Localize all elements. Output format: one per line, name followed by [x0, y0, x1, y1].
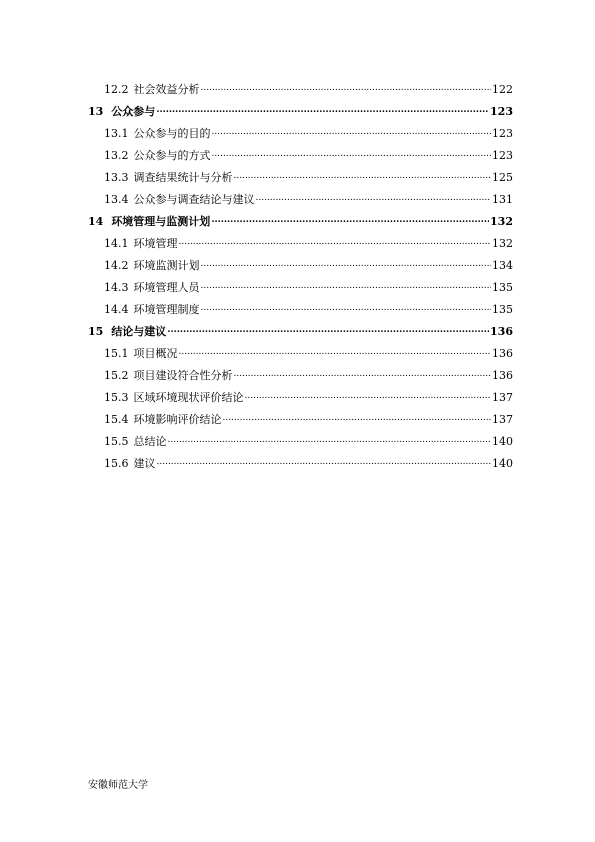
toc-entry-13-1[interactable] — [88, 118, 513, 140]
toc-entry-page: 137 — [492, 391, 513, 404]
toc-leader-dots — [256, 192, 492, 205]
toc-entry-page: 134 — [492, 259, 513, 272]
toc-leader-dots — [201, 82, 492, 95]
toc-entry-number: 14.2 — [104, 259, 129, 272]
toc-leader-dots — [168, 434, 492, 447]
toc-entry-title — [104, 193, 255, 206]
toc-entry-number: 13.4 — [104, 193, 129, 206]
toc-entry-label: 环境影响评价结论 — [133, 413, 222, 426]
toc-entry-page: 140 — [492, 457, 513, 470]
toc-entry-number: 13.2 — [104, 149, 129, 162]
toc-entry-label: 环境监测计划 — [133, 259, 200, 272]
toc-entry-number: 13 — [88, 105, 104, 118]
toc-entry-15-3[interactable] — [88, 382, 513, 404]
toc-entry-label: 公众参与的方式 — [133, 149, 211, 162]
toc-leader-dots — [212, 148, 492, 161]
toc-entry-label: 环境管理人员 — [133, 281, 200, 294]
toc-leader-dots — [245, 390, 492, 403]
toc-entry-15-4[interactable] — [88, 404, 513, 426]
toc-entry-title — [104, 171, 233, 184]
toc-entry-page: 136 — [492, 347, 513, 360]
toc-entry-page: 125 — [492, 171, 513, 184]
toc-entry-title — [104, 413, 222, 426]
toc-entry-page: 123 — [492, 127, 513, 140]
toc-leader-dots — [179, 236, 492, 249]
toc-entry-page: 132 — [490, 215, 513, 228]
toc-entry-14-4[interactable] — [88, 294, 513, 316]
toc-leader-dots — [201, 258, 492, 271]
toc-entry-15-2[interactable] — [88, 360, 513, 382]
toc-entry-title — [104, 369, 233, 382]
toc-entry-label: 环境管理制度 — [133, 303, 200, 316]
toc-entry-label: 建议 — [133, 457, 156, 470]
toc-entry-label: 项目建设符合性分析 — [133, 369, 233, 382]
toc-entry-12-2[interactable] — [88, 74, 513, 96]
toc-entry-15-1[interactable] — [88, 338, 513, 360]
toc-leader-dots — [223, 412, 492, 425]
toc-leader-dots — [167, 324, 489, 337]
toc-entry-page: 122 — [492, 83, 513, 96]
toc-leader-dots — [201, 302, 492, 315]
toc-entry-label: 结论与建议 — [111, 325, 167, 338]
toc-entry-number: 13.1 — [104, 127, 129, 140]
toc-entry-title — [104, 149, 211, 162]
toc-entry-label: 区域环境现状评价结论 — [133, 391, 244, 404]
toc-entry-title — [88, 325, 166, 338]
toc-entry-13-3[interactable] — [88, 162, 513, 184]
toc-entry-number: 15.3 — [104, 391, 129, 404]
toc-entry-14-1[interactable] — [88, 228, 513, 250]
toc-chapter-13[interactable] — [88, 96, 513, 118]
toc-entry-label: 公众参与的目的 — [133, 127, 211, 140]
toc-entry-13-2[interactable] — [88, 140, 513, 162]
page-footer: 安徽师范大学 — [88, 780, 148, 791]
toc-leader-dots — [157, 456, 492, 469]
toc-entry-title — [104, 83, 200, 96]
toc-entry-14-3[interactable] — [88, 272, 513, 294]
toc-chapter-15[interactable] — [88, 316, 513, 338]
toc-leader-dots — [156, 104, 489, 117]
toc-entry-page: 123 — [490, 105, 513, 118]
toc-entry-title — [104, 281, 200, 294]
toc-entry-title — [104, 391, 244, 404]
toc-entry-15-6[interactable] — [88, 448, 513, 470]
toc-entry-number: 15.2 — [104, 369, 129, 382]
toc-entry-number: 15.6 — [104, 457, 129, 470]
toc-entry-number: 15.4 — [104, 413, 129, 426]
toc-entry-page: 137 — [492, 413, 513, 426]
toc-entry-label: 总结论 — [133, 435, 167, 448]
toc-entry-number: 13.3 — [104, 171, 129, 184]
toc-leader-dots — [179, 346, 492, 359]
toc-entry-title — [88, 105, 155, 118]
toc-entry-title — [104, 259, 200, 272]
toc-entry-13-4[interactable] — [88, 184, 513, 206]
toc-entry-number: 12.2 — [104, 83, 129, 96]
toc-entry-page: 136 — [492, 369, 513, 382]
toc-entry-label: 环境管理与监测计划 — [111, 215, 211, 228]
toc-entry-page: 136 — [490, 325, 513, 338]
toc-entry-number: 15 — [88, 325, 104, 338]
toc-entry-title — [88, 215, 210, 228]
toc-entry-page: 123 — [492, 149, 513, 162]
toc-entry-title — [104, 347, 178, 360]
toc-entry-page: 132 — [492, 237, 513, 250]
toc-entry-number: 14.4 — [104, 303, 129, 316]
toc-entry-page: 135 — [492, 281, 513, 294]
toc-entry-title — [104, 237, 178, 250]
toc-leader-dots — [201, 280, 492, 293]
toc-leader-dots — [211, 214, 489, 227]
toc-entry-page: 135 — [492, 303, 513, 316]
toc-entry-title — [104, 303, 200, 316]
toc-entry-label: 社会效益分析 — [133, 83, 200, 96]
toc-entry-label: 调查结果统计与分析 — [133, 171, 233, 184]
toc-entry-title — [104, 127, 211, 140]
toc-chapter-14[interactable] — [88, 206, 513, 228]
table-of-contents — [88, 74, 513, 470]
toc-entry-page: 140 — [492, 435, 513, 448]
toc-leader-dots — [234, 170, 492, 183]
toc-entry-number: 15.1 — [104, 347, 129, 360]
toc-leader-dots — [234, 368, 492, 381]
toc-entry-number: 14.3 — [104, 281, 129, 294]
toc-entry-14-2[interactable] — [88, 250, 513, 272]
toc-entry-title — [104, 435, 167, 448]
toc-entry-label: 环境管理 — [133, 237, 178, 250]
toc-entry-label: 公众参与调查结论与建议 — [133, 193, 255, 206]
toc-entry-number: 15.5 — [104, 435, 129, 448]
toc-entry-15-5[interactable] — [88, 426, 513, 448]
toc-entry-number: 14 — [88, 215, 104, 228]
toc-entry-number: 14.1 — [104, 237, 129, 250]
toc-entry-page: 131 — [492, 193, 513, 206]
toc-entry-title — [104, 457, 156, 470]
toc-entry-label: 公众参与 — [111, 105, 156, 118]
toc-leader-dots — [212, 126, 492, 139]
toc-entry-label: 项目概况 — [133, 347, 178, 360]
